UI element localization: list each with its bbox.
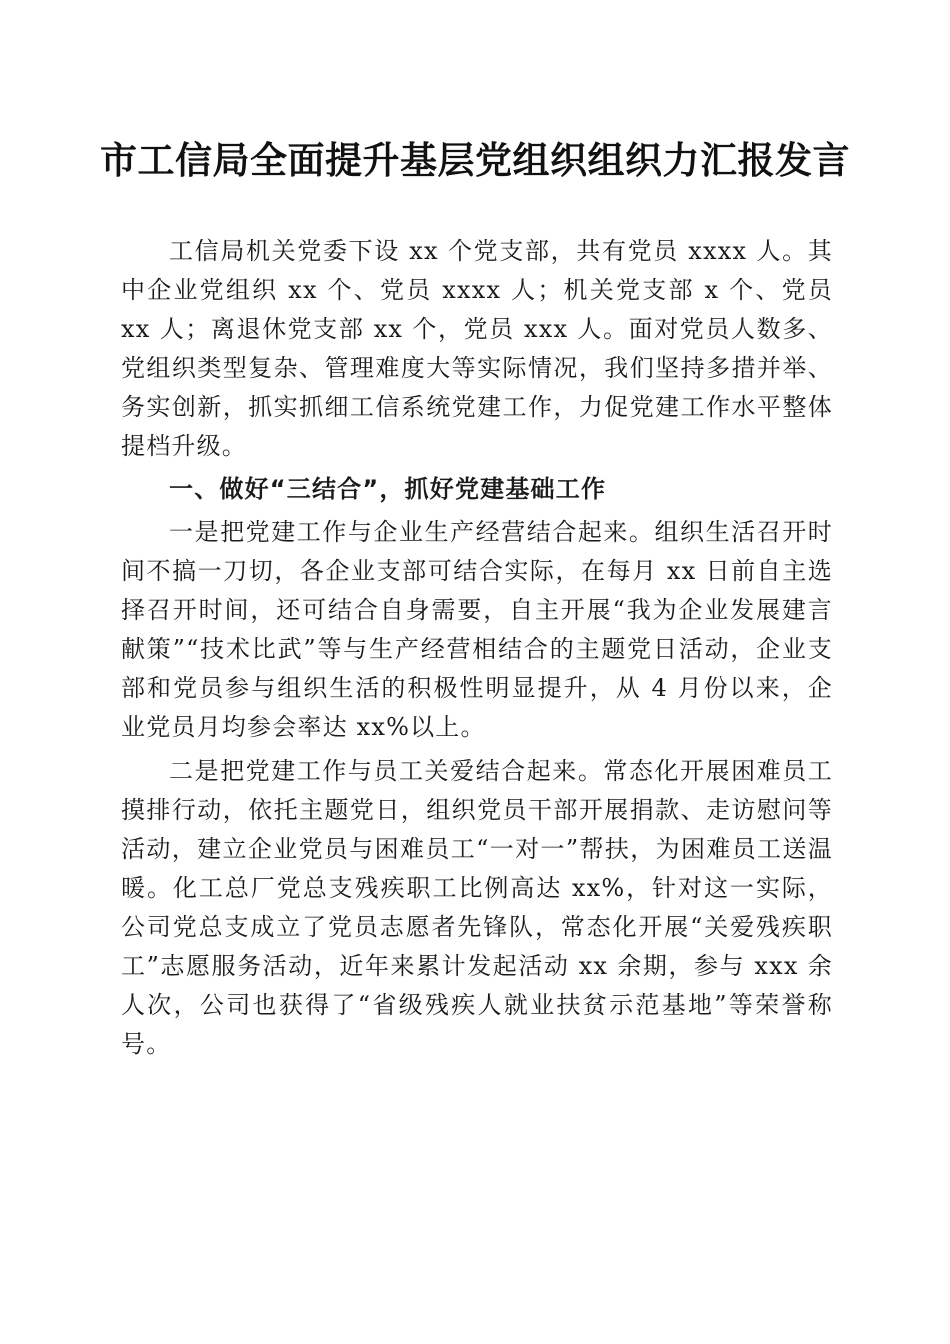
section-heading: 一、做好“三结合”，抓好党建基础工作 — [169, 475, 607, 503]
paragraph-1-body: 组织生活召开时间不搞一刀切，各企业支部可结合实际，在每月 xx 日前自主选择召开时间，还可结合自身需要，自主开展“我为企业发展建言献策”“技术比武”等与生产经营相结合的主题党日活动，企业支部和党员参与组织生活的积极性明显提升，从 4 月份以来，企业党员月均参会率达 xx%以上。 — [121, 518, 833, 741]
intro-paragraph: 工信局机关党委下设 xx 个党支部，共有党员 xxxx 人。其中企业党组织 xx 个、党员 xxxx 人；机关党支部 x 个、党员 xx 人；离退休党支部 xx 个，党员 xxx 人。面对党员人数多、党组织类型复杂、管理难度大等实际情况，我们坚持多措并举、务实创新，抓实抓细工信系统党建工作，力促党建工作水平整体提档升级。 — [121, 237, 833, 460]
paragraph-2-body: 常态化开展困难员工摸排行动，依托主题党日，组织党员干部开展捐款、走访慰问等活动，建立企业党员与困难员工“一对一”帮扶，为困难员工送温暖。化工总厂党总支残疾职工比例高达 xx%，针对这一实际，公司党总支成立了党员志愿者先锋队，常态化开展“关爱残疾职工”志愿服务活动，近年来累计发起活动 xx 余期，参与 xxx 余人次，公司也获得了“省级残疾人就业扶贫示范基地”等荣誉称号。 — [121, 757, 833, 1058]
paragraph-2-lead: 二是把党建工作与员工关爱结合起来。 — [169, 757, 604, 785]
paragraph-1 — [121, 513, 833, 747]
paragraph-2 — [121, 752, 833, 1064]
document-body — [121, 232, 833, 1064]
paragraph-1-lead: 一是把党建工作与企业生产经营结合起来。 — [169, 518, 655, 546]
document-title: 市工信局全面提升基层党组织组织力汇报发言 — [100, 138, 850, 182]
